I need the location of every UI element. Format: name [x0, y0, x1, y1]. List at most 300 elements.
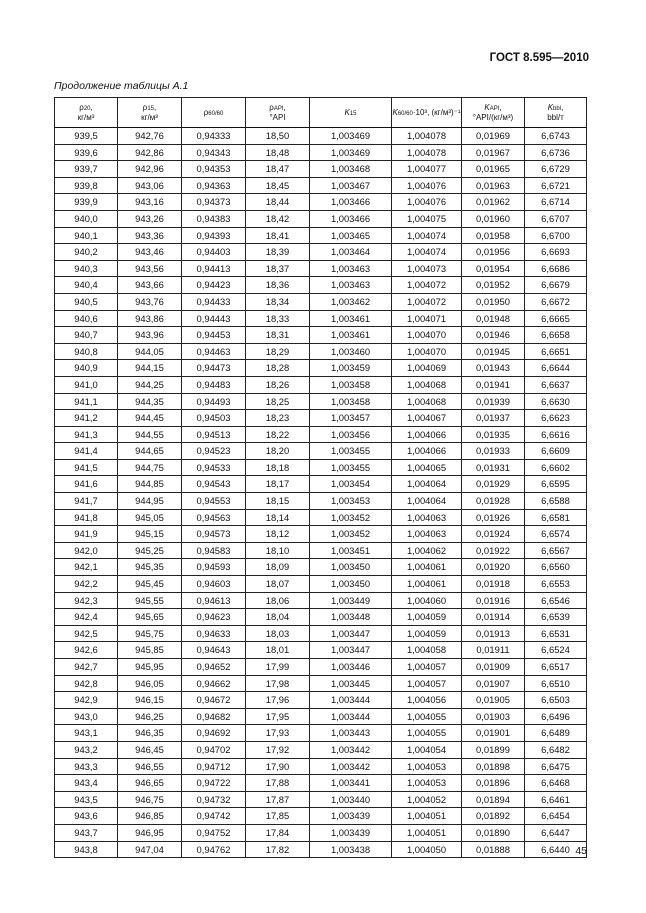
- table-cell: 0,01960: [462, 210, 525, 227]
- table-cell: 6,6609: [525, 443, 587, 460]
- table-cell: 942,0: [55, 542, 118, 559]
- table-cell: 1,003466: [310, 210, 392, 227]
- table-cell: 1,003440: [310, 791, 392, 808]
- table-cell: 1,003442: [310, 741, 392, 758]
- table-cell: 1,004059: [392, 609, 462, 626]
- table-cell: 1,004054: [392, 741, 462, 758]
- table-cell: 0,94413: [182, 260, 246, 277]
- table-cell: 0,94333: [182, 128, 246, 145]
- table-cell: 6,6574: [525, 526, 587, 543]
- table-cell: 0,01901: [462, 725, 525, 742]
- table-cell: 946,45: [118, 741, 182, 758]
- table-cell: 6,6475: [525, 758, 587, 775]
- table-cell: 0,94722: [182, 775, 246, 792]
- table-cell: 0,01965: [462, 161, 525, 178]
- table-cell: 0,01935: [462, 426, 525, 443]
- table-cell: 940,1: [55, 227, 118, 244]
- column-header: ρAPI, °API: [246, 98, 310, 128]
- table-cell: 943,56: [118, 260, 182, 277]
- table-cell: 939,8: [55, 177, 118, 194]
- table-cell: 1,004078: [392, 144, 462, 161]
- table-cell: 6,6644: [525, 360, 587, 377]
- table-cell: 18,18: [246, 459, 310, 476]
- table-cell: 942,4: [55, 609, 118, 626]
- table-cell: 1,004068: [392, 393, 462, 410]
- table-cell: 1,004072: [392, 277, 462, 294]
- table-cell: 1,003450: [310, 576, 392, 593]
- table-cell: 1,003452: [310, 509, 392, 526]
- table-cell: 946,35: [118, 725, 182, 742]
- table-cell: 0,01941: [462, 376, 525, 393]
- table-cell: 0,01954: [462, 260, 525, 277]
- table-cell: 18,25: [246, 393, 310, 410]
- table-cell: 0,94583: [182, 542, 246, 559]
- table-cell: 0,94712: [182, 758, 246, 775]
- table-cell: 17,93: [246, 725, 310, 742]
- table-cell: 1,003460: [310, 343, 392, 360]
- table-cell: 0,01933: [462, 443, 525, 460]
- table-cell: 946,15: [118, 692, 182, 709]
- table-cell: 945,85: [118, 642, 182, 659]
- column-header: ρ60/60: [182, 98, 246, 128]
- table-cell: 1,003444: [310, 708, 392, 725]
- table-cell: 6,6560: [525, 559, 587, 576]
- table-cell: 0,94762: [182, 841, 246, 858]
- table-cell: 18,37: [246, 260, 310, 277]
- table-cell: 945,25: [118, 542, 182, 559]
- table-cell: 6,6672: [525, 293, 587, 310]
- table-row: [55, 277, 587, 294]
- table-cell: 943,76: [118, 293, 182, 310]
- table-cell: 0,01962: [462, 194, 525, 211]
- table-cell: 943,5: [55, 791, 118, 808]
- column-header: Kbbl, bbl/т: [525, 98, 587, 128]
- table-cell: 943,96: [118, 327, 182, 344]
- table-cell: 944,05: [118, 343, 182, 360]
- table-cell: 943,6: [55, 808, 118, 825]
- table-cell: 18,39: [246, 244, 310, 261]
- table-cell: 18,44: [246, 194, 310, 211]
- table-cell: 0,01922: [462, 542, 525, 559]
- table-cell: 944,25: [118, 376, 182, 393]
- table-cell: 1,003438: [310, 841, 392, 858]
- table-cell: 1,003439: [310, 824, 392, 841]
- table-cell: 1,004051: [392, 808, 462, 825]
- table-cell: 944,45: [118, 410, 182, 427]
- table-row: [55, 343, 587, 360]
- table-cell: 6,6637: [525, 376, 587, 393]
- table-cell: 0,94732: [182, 791, 246, 808]
- table-cell: 0,01969: [462, 128, 525, 145]
- table-cell: 940,9: [55, 360, 118, 377]
- table-cell: 18,29: [246, 343, 310, 360]
- table-row: [55, 410, 587, 427]
- table-cell: 0,01903: [462, 708, 525, 725]
- table-cell: 6,6616: [525, 426, 587, 443]
- table-cell: 1,003439: [310, 808, 392, 825]
- table-cell: 18,50: [246, 128, 310, 145]
- table-cell: 942,76: [118, 128, 182, 145]
- table-cell: 0,94702: [182, 741, 246, 758]
- table-row: [55, 559, 587, 576]
- table-row: [55, 177, 587, 194]
- table-cell: 18,06: [246, 592, 310, 609]
- table-cell: 1,003457: [310, 410, 392, 427]
- table-cell: 1,003453: [310, 493, 392, 510]
- table-cell: 0,01911: [462, 642, 525, 659]
- table-cell: 18,07: [246, 576, 310, 593]
- table-cell: 6,6707: [525, 210, 587, 227]
- table-cell: 946,05: [118, 675, 182, 692]
- table-cell: 1,004050: [392, 841, 462, 858]
- table-cell: 6,6546: [525, 592, 587, 609]
- table-cell: 0,01958: [462, 227, 525, 244]
- table-cell: 1,003447: [310, 625, 392, 642]
- table-cell: 0,01914: [462, 609, 525, 626]
- column-header: K15: [310, 98, 392, 128]
- table-cell: 0,94662: [182, 675, 246, 692]
- table-cell: 0,01907: [462, 675, 525, 692]
- table-cell: 944,55: [118, 426, 182, 443]
- table-cell: 6,6503: [525, 692, 587, 709]
- table-cell: 0,94752: [182, 824, 246, 841]
- table-cell: 0,01950: [462, 293, 525, 310]
- table-cell: 1,003461: [310, 327, 392, 344]
- table-cell: 17,96: [246, 692, 310, 709]
- table-cell: 0,01898: [462, 758, 525, 775]
- table-cell: 0,01896: [462, 775, 525, 792]
- table-cell: 1,003467: [310, 177, 392, 194]
- table-cell: 0,01931: [462, 459, 525, 476]
- table-cell: 17,98: [246, 675, 310, 692]
- table-cell: 943,16: [118, 194, 182, 211]
- table-row: [55, 161, 587, 178]
- table-cell: 943,8: [55, 841, 118, 858]
- table-cell: 945,65: [118, 609, 182, 626]
- table-cell: 1,004058: [392, 642, 462, 659]
- table-cell: 942,86: [118, 144, 182, 161]
- table-row: [55, 360, 587, 377]
- table-cell: 6,6482: [525, 741, 587, 758]
- table-caption: Продолжение таблицы А.1: [54, 80, 189, 92]
- table-cell: 0,01909: [462, 659, 525, 676]
- table-cell: 941,3: [55, 426, 118, 443]
- table-cell: 1,004055: [392, 708, 462, 725]
- table-cell: 0,01890: [462, 824, 525, 841]
- table-cell: 0,01937: [462, 410, 525, 427]
- table-cell: 946,85: [118, 808, 182, 825]
- table-cell: 0,94563: [182, 509, 246, 526]
- table-cell: 0,94613: [182, 592, 246, 609]
- table-cell: 0,01956: [462, 244, 525, 261]
- table-cell: 946,25: [118, 708, 182, 725]
- table-cell: 0,94593: [182, 559, 246, 576]
- table-row: [55, 542, 587, 559]
- table-cell: 1,003454: [310, 476, 392, 493]
- table-cell: 6,6658: [525, 327, 587, 344]
- table-cell: 1,004064: [392, 476, 462, 493]
- table-cell: 943,1: [55, 725, 118, 742]
- table-cell: 943,26: [118, 210, 182, 227]
- table-cell: 944,95: [118, 493, 182, 510]
- table-cell: 6,6531: [525, 625, 587, 642]
- table-cell: 0,94742: [182, 808, 246, 825]
- table-cell: 17,84: [246, 824, 310, 841]
- table-cell: 1,003452: [310, 526, 392, 543]
- table-cell: 0,01928: [462, 493, 525, 510]
- table-cell: 943,2: [55, 741, 118, 758]
- table-cell: 1,004072: [392, 293, 462, 310]
- table-cell: 943,4: [55, 775, 118, 792]
- table-cell: 0,01939: [462, 393, 525, 410]
- table-cell: 6,6686: [525, 260, 587, 277]
- table-cell: 6,6447: [525, 824, 587, 841]
- table-cell: 17,85: [246, 808, 310, 825]
- table-cell: 1,003456: [310, 426, 392, 443]
- table-cell: 0,01892: [462, 808, 525, 825]
- table-cell: 942,96: [118, 161, 182, 178]
- table-cell: 0,01920: [462, 559, 525, 576]
- table-cell: 0,94363: [182, 177, 246, 194]
- table-cell: 940,0: [55, 210, 118, 227]
- column-header: KAPI, °API/(кг/м³): [462, 98, 525, 128]
- table-cell: 0,94403: [182, 244, 246, 261]
- table-cell: 18,12: [246, 526, 310, 543]
- table-cell: 6,6595: [525, 476, 587, 493]
- table-cell: 18,47: [246, 161, 310, 178]
- table-row: [55, 659, 587, 676]
- table-cell: 1,004070: [392, 343, 462, 360]
- table-cell: 941,8: [55, 509, 118, 526]
- table-cell: 1,004063: [392, 526, 462, 543]
- table-row: [55, 293, 587, 310]
- table-cell: 1,004065: [392, 459, 462, 476]
- table-row: [55, 128, 587, 145]
- table-cell: 942,9: [55, 692, 118, 709]
- table-cell: 0,94383: [182, 210, 246, 227]
- page-number: 45: [575, 845, 587, 857]
- table-cell: 944,15: [118, 360, 182, 377]
- table-cell: 6,6602: [525, 459, 587, 476]
- table-cell: 18,28: [246, 360, 310, 377]
- table-cell: 17,88: [246, 775, 310, 792]
- table-cell: 944,65: [118, 443, 182, 460]
- table-cell: 943,3: [55, 758, 118, 775]
- table-cell: 1,004063: [392, 509, 462, 526]
- table-cell: 0,01967: [462, 144, 525, 161]
- table-cell: 6,6454: [525, 808, 587, 825]
- table-cell: 1,004069: [392, 360, 462, 377]
- table-row: [55, 841, 587, 858]
- table-cell: 6,6461: [525, 791, 587, 808]
- table-cell: 0,94523: [182, 443, 246, 460]
- table-cell: 0,94423: [182, 277, 246, 294]
- table-cell: 1,004064: [392, 493, 462, 510]
- table-cell: 944,85: [118, 476, 182, 493]
- table-cell: 1,004068: [392, 376, 462, 393]
- table-cell: 1,003462: [310, 293, 392, 310]
- table-cell: 18,34: [246, 293, 310, 310]
- table-cell: 1,004075: [392, 210, 462, 227]
- table-cell: 17,87: [246, 791, 310, 808]
- column-header: ρ20, кг/м³: [55, 98, 118, 128]
- table-row: [55, 625, 587, 642]
- table-cell: 940,4: [55, 277, 118, 294]
- table-cell: 941,9: [55, 526, 118, 543]
- table-cell: 0,94573: [182, 526, 246, 543]
- table-cell: 0,01924: [462, 526, 525, 543]
- table-cell: 943,46: [118, 244, 182, 261]
- table-cell: 939,5: [55, 128, 118, 145]
- document-standard-code: ГОСТ 8.595—2010: [489, 52, 589, 64]
- table-cell: 6,6679: [525, 277, 587, 294]
- table-cell: 941,6: [55, 476, 118, 493]
- table-cell: 18,48: [246, 144, 310, 161]
- table-cell: 1,003459: [310, 360, 392, 377]
- table-cell: 941,4: [55, 443, 118, 460]
- table-cell: 1,004056: [392, 692, 462, 709]
- table-cell: 1,004062: [392, 542, 462, 559]
- table-cell: 0,94682: [182, 708, 246, 725]
- table-cell: 6,6539: [525, 609, 587, 626]
- table-cell: 1,003442: [310, 758, 392, 775]
- table-cell: 0,01926: [462, 509, 525, 526]
- table-cell: 945,05: [118, 509, 182, 526]
- table-cell: 0,01943: [462, 360, 525, 377]
- table-cell: 940,8: [55, 343, 118, 360]
- table-cell: 0,94503: [182, 410, 246, 427]
- table-header-row: [55, 98, 587, 128]
- table-cell: 1,003451: [310, 542, 392, 559]
- table-cell: 1,003458: [310, 376, 392, 393]
- table-cell: 18,26: [246, 376, 310, 393]
- table-row: [55, 791, 587, 808]
- table-cell: 18,36: [246, 277, 310, 294]
- table-row: [55, 194, 587, 211]
- table-cell: 0,01918: [462, 576, 525, 593]
- table-cell: 1,004066: [392, 426, 462, 443]
- table-cell: 18,33: [246, 310, 310, 327]
- table-cell: 6,6665: [525, 310, 587, 327]
- table-cell: 0,94553: [182, 493, 246, 510]
- table-row: [55, 642, 587, 659]
- table-row: [55, 210, 587, 227]
- table-cell: 1,004052: [392, 791, 462, 808]
- table-cell: 17,95: [246, 708, 310, 725]
- table-cell: 943,06: [118, 177, 182, 194]
- table-cell: 1,003465: [310, 227, 392, 244]
- table-cell: 1,003466: [310, 194, 392, 211]
- table-cell: 1,003468: [310, 161, 392, 178]
- table-cell: 18,22: [246, 426, 310, 443]
- table-cell: 6,6736: [525, 144, 587, 161]
- table-row: [55, 708, 587, 725]
- table-cell: 1,004078: [392, 128, 462, 145]
- table-cell: 0,94433: [182, 293, 246, 310]
- table-cell: 0,94652: [182, 659, 246, 676]
- table-cell: 1,004053: [392, 758, 462, 775]
- table-body: [55, 128, 587, 858]
- table-cell: 942,2: [55, 576, 118, 593]
- table-cell: 945,35: [118, 559, 182, 576]
- table-row: [55, 824, 587, 841]
- table-row: [55, 675, 587, 692]
- table-cell: 0,94453: [182, 327, 246, 344]
- table-cell: 0,01929: [462, 476, 525, 493]
- table-cell: 1,004066: [392, 443, 462, 460]
- table-cell: 942,6: [55, 642, 118, 659]
- table-cell: 0,94643: [182, 642, 246, 659]
- table-row: [55, 808, 587, 825]
- table-row: [55, 509, 587, 526]
- table-cell: 0,01899: [462, 741, 525, 758]
- table-cell: 1,004067: [392, 410, 462, 427]
- table-cell: 0,94463: [182, 343, 246, 360]
- table-cell: 6,6743: [525, 128, 587, 145]
- table-cell: 943,36: [118, 227, 182, 244]
- table-cell: 6,6693: [525, 244, 587, 261]
- table-row: [55, 725, 587, 742]
- table-cell: 6,6524: [525, 642, 587, 659]
- table-cell: 1,003463: [310, 260, 392, 277]
- table-cell: 18,23: [246, 410, 310, 427]
- table-cell: 946,75: [118, 791, 182, 808]
- table-cell: 940,3: [55, 260, 118, 277]
- table-row: [55, 592, 587, 609]
- table-cell: 6,6623: [525, 410, 587, 427]
- table-cell: 943,0: [55, 708, 118, 725]
- table-cell: 1,004057: [392, 659, 462, 676]
- table-cell: 1,003461: [310, 310, 392, 327]
- table-row: [55, 692, 587, 709]
- table-cell: 0,94483: [182, 376, 246, 393]
- table-cell: 941,7: [55, 493, 118, 510]
- table-row: [55, 609, 587, 626]
- density-coefficients-table: [54, 97, 587, 858]
- table-cell: 18,09: [246, 559, 310, 576]
- table-cell: 939,7: [55, 161, 118, 178]
- table-cell: 1,004074: [392, 227, 462, 244]
- table-cell: 1,004059: [392, 625, 462, 642]
- table-cell: 941,0: [55, 376, 118, 393]
- table-cell: 1,004071: [392, 310, 462, 327]
- table-cell: 18,03: [246, 625, 310, 642]
- table-cell: 1,003446: [310, 659, 392, 676]
- table-row: [55, 526, 587, 543]
- table-cell: 941,1: [55, 393, 118, 410]
- table-cell: 1,003449: [310, 592, 392, 609]
- table-cell: 0,94473: [182, 360, 246, 377]
- table-cell: 1,003455: [310, 443, 392, 460]
- table-cell: 6,6588: [525, 493, 587, 510]
- table-row: [55, 376, 587, 393]
- table-cell: 0,01946: [462, 327, 525, 344]
- table-cell: 18,45: [246, 177, 310, 194]
- table-cell: 18,01: [246, 642, 310, 659]
- table-cell: 1,004076: [392, 194, 462, 211]
- table-cell: 941,5: [55, 459, 118, 476]
- table-cell: 946,65: [118, 775, 182, 792]
- table-cell: 1,003469: [310, 128, 392, 145]
- table-cell: 1,003458: [310, 393, 392, 410]
- table-cell: 945,95: [118, 659, 182, 676]
- table-cell: 0,94353: [182, 161, 246, 178]
- table-cell: 6,6440: [525, 841, 587, 858]
- table-cell: 942,1: [55, 559, 118, 576]
- table-cell: 6,6489: [525, 725, 587, 742]
- table-cell: 18,14: [246, 509, 310, 526]
- table-cell: 1,003447: [310, 642, 392, 659]
